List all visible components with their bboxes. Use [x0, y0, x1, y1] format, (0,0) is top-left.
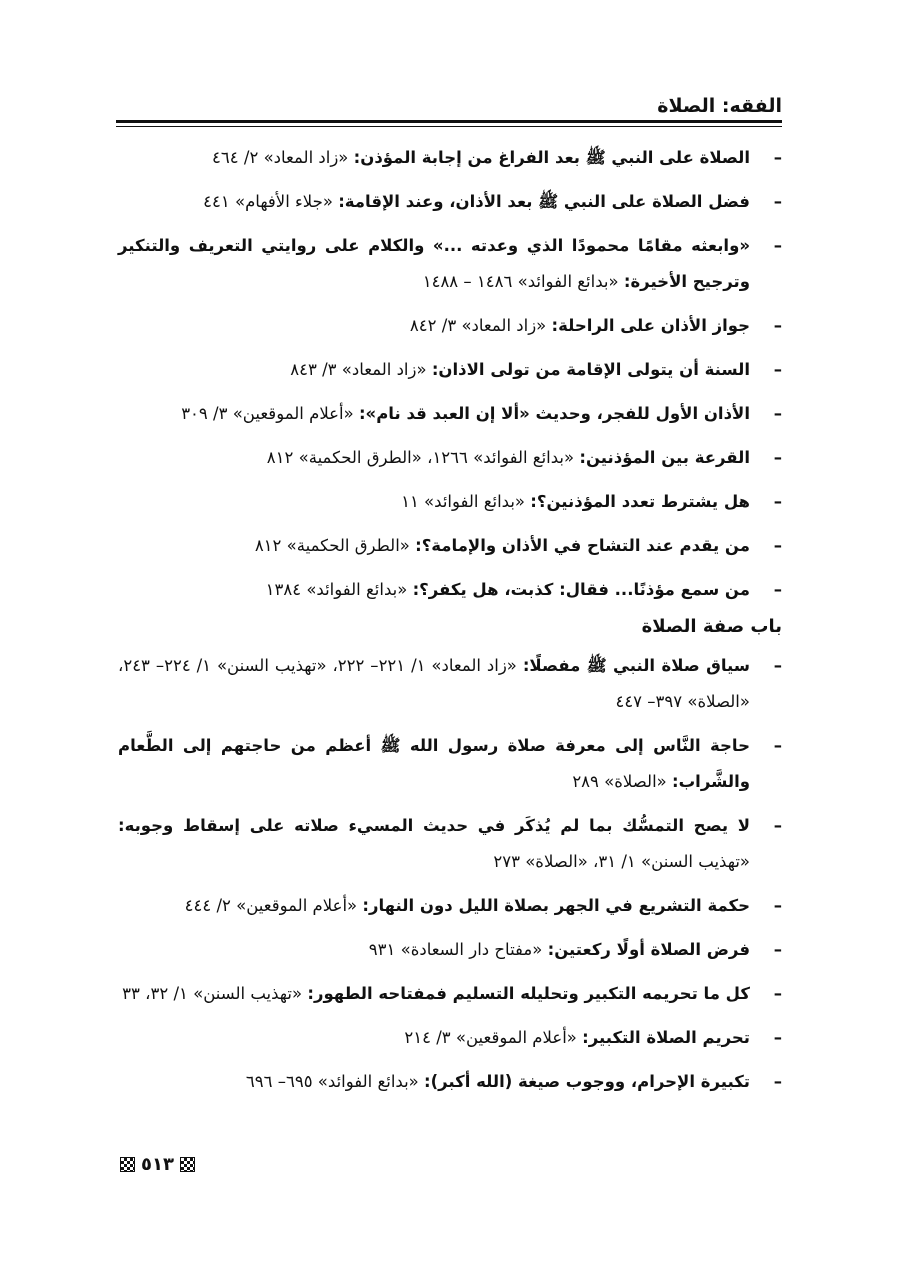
entry-topic: القرعة بين المؤذنين:	[579, 448, 750, 467]
index-entry	[118, 308, 782, 344]
entry-topic: الصلاة على النبي ﷺ بعد الفراغ من إجابة المؤذن:	[353, 148, 750, 167]
entry-dash: –	[773, 236, 782, 255]
entry-topic: جواز الأذان على الراحلة:	[551, 316, 750, 335]
entry-dash: –	[773, 148, 782, 167]
entry-reference: «زاد المعاد» ١/ ٢٢١– ٢٢٢، «تهذيب السنن» ١/ ٢٢٤– ٢٤٣، «الصلاة» ٣٩٧– ٤٤٧	[118, 656, 750, 711]
entry-dash: –	[773, 360, 782, 379]
entry-topic: حكمة التشريع في الجهر بصلاة الليل دون النهار:	[362, 896, 750, 915]
entry-reference: «زاد المعاد» ٣/ ٨٤٣	[290, 360, 432, 379]
entry-dash: –	[773, 1028, 782, 1047]
entry-dash: –	[773, 1072, 782, 1091]
entry-topic: لا يصح التمسُّك بما لم يُذكَر في حديث المسيء صلاته على إسقاط وجوبه:	[118, 816, 750, 835]
entry-topic: تحريم الصلاة التكبير:	[582, 1028, 750, 1047]
index-entry	[118, 1020, 782, 1056]
entry-reference: «أعلام الموقعين» ٣/ ٣٠٩	[181, 404, 359, 423]
index-entry	[118, 140, 782, 176]
entry-topic: فرض الصلاة أولًا ركعتين:	[547, 940, 750, 959]
entry-dash: –	[773, 448, 782, 467]
section-heading: باب صفة الصلاة	[641, 616, 782, 637]
entry-topic: من يقدم عند التشاح في الأذان والإمامة؟:	[415, 536, 750, 555]
entry-topic: حاجة النَّاس إلى معرفة صلاة رسول الله ﷺ أعظم من حاجتهم إلى الطَّعام والشَّراب:	[118, 736, 750, 791]
entry-reference: «زاد المعاد» ٣/ ٨٤٢	[409, 316, 552, 335]
entry-topic: هل يشترط تعدد المؤذنين؟:	[530, 492, 750, 511]
entry-reference: «بدائع الفوائد» ١٢٦٦، «الطرق الحكمية» ٨١٢	[266, 448, 580, 467]
entry-reference: «تهذيب السنن» ١/ ٣٢، ٣٣	[122, 984, 308, 1003]
entry-dash: –	[773, 192, 782, 211]
index-entry	[118, 572, 782, 608]
entry-reference: «جلاء الأفهام» ٤٤١	[203, 192, 339, 211]
entry-dash: –	[773, 896, 782, 915]
index-entry	[118, 528, 782, 564]
running-head: الفقه: الصلاة	[657, 95, 782, 117]
entry-dash: –	[773, 816, 782, 835]
index-entry	[118, 396, 782, 432]
entry-topic: سياق صلاة النبي ﷺ مفصلًا:	[522, 656, 750, 675]
entry-dash: –	[773, 536, 782, 555]
entry-topic: السنة أن يتولى الإقامة من تولى الاذان:	[431, 360, 750, 379]
index-entry	[118, 440, 782, 476]
index-entry	[118, 888, 782, 924]
entry-reference: «بدائع الفوائد» ١١	[401, 492, 531, 511]
entry-reference: «بدائع الفوائد» ١٤٨٦ – ١٤٨٨	[422, 272, 624, 291]
entry-reference: «تهذيب السنن» ١/ ٣١، «الصلاة» ٢٧٣	[493, 852, 750, 871]
entry-reference: «أعلام الموقعين» ٣/ ٢١٤	[404, 1028, 583, 1047]
entry-topic: «وابعثه مقامًا محمودًا الذي وعدته ...» والكلام على روايتي التعريف والتنكير وترجيح الأخيرة:	[118, 236, 750, 291]
entry-dash: –	[773, 580, 782, 599]
entry-dash: –	[773, 984, 782, 1003]
index-entry	[118, 808, 782, 880]
ornament-icon	[120, 1157, 135, 1172]
header-rule	[116, 120, 782, 123]
index-entry	[118, 352, 782, 388]
header-rule-thin	[116, 126, 782, 127]
entry-dash: –	[773, 656, 782, 675]
index-entry	[118, 484, 782, 520]
entry-topic: الأذان الأول للفجر، وحديث «ألا إن العبد قد نام»:	[358, 404, 750, 423]
index-entry	[118, 228, 782, 300]
ornament-icon	[180, 1157, 195, 1172]
page-number	[120, 1154, 195, 1175]
index-entry	[118, 184, 782, 220]
entry-topic: فضل الصلاة على النبي ﷺ بعد الأذان، وعند الإقامة:	[338, 192, 750, 211]
entry-reference: «بدائع الفوائد» ١٣٨٤	[265, 580, 413, 599]
entry-reference: «الطرق الحكمية» ٨١٢	[254, 536, 416, 555]
page-number-text: ٥١٣	[141, 1154, 174, 1175]
entry-dash: –	[773, 736, 782, 755]
entry-dash: –	[773, 940, 782, 959]
index-entry	[118, 932, 782, 968]
index-entry	[118, 1064, 782, 1100]
index-entries	[118, 140, 782, 1108]
entry-dash: –	[773, 492, 782, 511]
entry-reference: «أعلام الموقعين» ٢/ ٤٤٤	[184, 896, 363, 915]
index-entry	[118, 976, 782, 1012]
entry-topic: كل ما تحريمه التكبير وتحليله التسليم فمفتاحه الطهور:	[307, 984, 750, 1003]
index-entry	[118, 728, 782, 800]
entry-topic: تكبيرة الإحرام، ووجوب صيغة (الله أكبر):	[424, 1072, 750, 1091]
entry-reference: «مفتاح دار السعادة» ٩٣١	[368, 940, 548, 959]
entry-reference: «الصلاة» ٢٨٩	[572, 772, 672, 791]
entry-reference: «زاد المعاد» ٢/ ٤٦٤	[212, 148, 354, 167]
index-entry	[118, 648, 782, 720]
entry-dash: –	[773, 316, 782, 335]
entry-topic: من سمع مؤذنًا... فقال: كذبت، هل يكفر؟:	[412, 580, 750, 599]
entry-reference: «بدائع الفوائد» ٦٩٥– ٦٩٦	[245, 1072, 425, 1091]
entry-dash: –	[773, 404, 782, 423]
